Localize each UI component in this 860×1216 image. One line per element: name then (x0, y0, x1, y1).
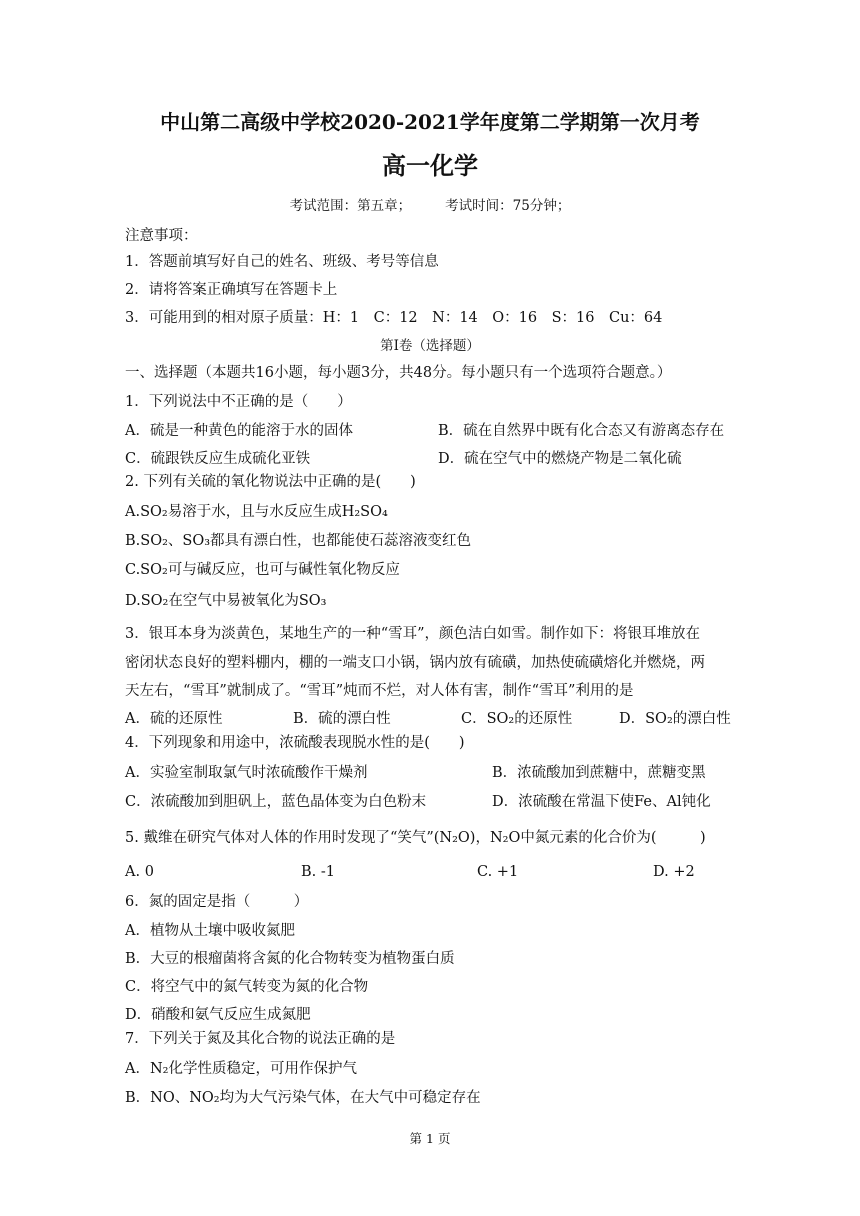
option-b: B．浓硫酸加到蔗糖中，蔗糖变黑 (492, 765, 706, 781)
option-a: A．硫是一种黄色的能溶于水的固体 (125, 423, 353, 439)
option-c: C．硫跟铁反应生成硫化亚铁 (125, 451, 311, 467)
option-b: B．大豆的根瘤菌将含氮的化合物转变为植物蛋白质 (125, 951, 455, 967)
note-item: 1．答题前填写好自己的姓名、班级、考号等信息 (125, 254, 439, 270)
option-d: D.SO₂在空气中易被氧化为SO₃ (125, 593, 327, 609)
option-c: C. +1 (477, 864, 519, 880)
exam-title: 中山第二高级中学校2020-2021学年度第二学期第一次月考 (160, 110, 700, 134)
option-a: A．植物从土壤中吸收氮肥 (125, 923, 295, 939)
option-c: C．SO₂的还原性 (461, 711, 573, 727)
question-stem: 4．下列现象和用途中，浓硫酸表现脱水性的是( ) (125, 735, 465, 751)
exam-scope: 考试范围：第五章； (289, 198, 412, 214)
option-a: A. 0 (125, 864, 154, 880)
option-d: D．硝酸和氨气反应生成氮肥 (125, 1007, 311, 1023)
exam-info (0, 196, 860, 216)
question-stem: 5. 戴维在研究气体对人体的作用时发现了“笑气”(N₂O)，N₂O中氮元素的化合价为( ) (125, 830, 706, 846)
option-c: C．将空气中的氮气转变为氮的化合物 (125, 979, 369, 995)
section-instructions: 一、选择题（本题共16小题，每小题3分，共48分。每小题只有一个选项符合题意。） (125, 365, 672, 381)
option-d: D．SO₂的漂白性 (619, 711, 731, 727)
note-item: 3．可能用到的相对原子质量：H：1 C：12 N：14 O：16 S：16 Cu：64 (125, 310, 663, 326)
option-a: A．实验室制取氯气时浓硫酸作干燥剂 (125, 765, 368, 781)
option-d: D．硫在空气中的燃烧产物是二氧化硫 (438, 451, 682, 467)
question-stem: 2. 下列有关硫的氧化物说法中正确的是( ) (125, 474, 416, 490)
volume-heading: 第I卷（选择题） (380, 338, 480, 354)
option-d: D. +2 (653, 864, 695, 880)
question-stem: 密闭状态良好的塑料棚内，棚的一端支口小锅，锅内放有硫磺，加热使硫磺熔化并燃烧，两 (125, 655, 705, 671)
option-d: D．浓硫酸在常温下使Fe、Al钝化 (492, 794, 711, 810)
option-b: B. -1 (301, 864, 335, 880)
exam-time: 考试时间：75分钟； (445, 198, 571, 214)
option-c: C．浓硫酸加到胆矾上，蓝色晶体变为白色粉末 (125, 794, 427, 810)
question-stem: 天左右，“雪耳”就制成了。“雪耳”炖而不烂，对人体有害，制作“雪耳”利用的是 (125, 683, 634, 699)
note-item: 2．请将答案正确填写在答题卡上 (125, 282, 338, 298)
question-stem: 6．氮的固定是指（ ） (125, 894, 309, 910)
option-b: B.SO₂、SO₃都具有漂白性，也都能使石蕊溶液变红色 (125, 533, 472, 549)
option-a: A．硫的还原性 (125, 711, 223, 727)
question-stem: 7．下列关于氮及其化合物的说法正确的是 (125, 1031, 396, 1047)
page-number: 第 1 页 (409, 1131, 451, 1146)
question-stem: 3．银耳本身为淡黄色，某地生产的一种“雪耳”，颜色洁白如雪。制作如下：将银耳堆放在 (125, 626, 701, 642)
option-a: A.SO₂易溶于水，且与水反应生成H₂SO₄ (125, 504, 388, 520)
option-b: B．硫的漂白性 (293, 711, 391, 727)
option-c: C.SO₂可与碱反应，也可与碱性氧化物反应 (125, 562, 400, 578)
subject-title: 高一化学 (382, 151, 478, 180)
option-a: A．N₂化学性质稳定，可用作保护气 (125, 1061, 357, 1077)
option-b: B．硫在自然界中既有化合态又有游离态存在 (438, 423, 725, 439)
question-stem: 1．下列说法中不正确的是（ ） (125, 394, 352, 410)
notes-heading: 注意事项： (125, 228, 198, 244)
option-b: B．NO、NO₂均为大气污染气体，在大气中可稳定存在 (125, 1090, 481, 1106)
